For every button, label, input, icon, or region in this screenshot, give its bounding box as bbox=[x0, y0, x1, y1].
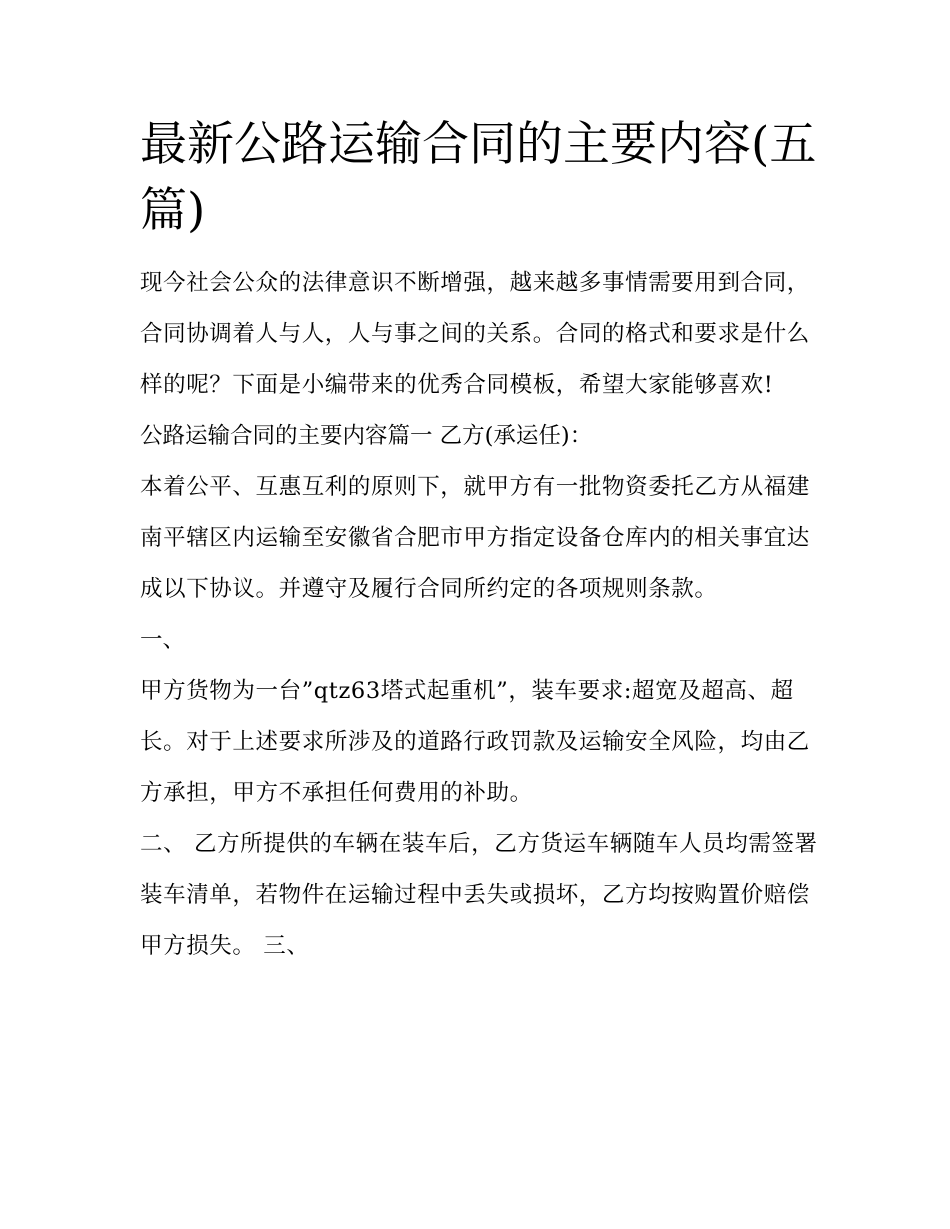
document-title: 最新公路运输合同的主要内容(五篇) bbox=[140, 117, 817, 238]
agreement-paragraph: 本着公平、互惠互利的原则下，就甲方有一批物资委托乙方从福建南平辖区内运输至安徽省合肥市甲方指定设备仓库内的相关事宜达成以下协议。并遵守及履行合同所约定的各项规则条款。 bbox=[140, 474, 810, 602]
clause-one-heading: 一、 bbox=[140, 627, 186, 653]
clause-two-paragraph: 二、 乙方所提供的车辆在装车后，乙方货运车辆随车人员均需签署装车清单，若物件在运输过程中丢失或损坏，乙方均按购置价赔偿甲方损失。 三、 bbox=[140, 831, 818, 959]
document-body bbox=[140, 112, 820, 972]
clause-one-paragraph: 甲方货物为一台”qtz63塔式起重机”，装车要求:超宽及超高、超长。对于上述要求所涉及的道路行政罚款及运输安全风险，均由乙方承担，甲方不承担任何费用的补助。 bbox=[140, 678, 810, 806]
section-heading: 公路运输合同的主要内容篇一 乙方(承运任)： bbox=[140, 423, 593, 449]
intro-paragraph: 现今社会公众的法律意识不断增强，越来越多事情需要用到合同，合同协调着人与人，人与事之间的关系。合同的格式和要求是什么样的呢？下面是小编带来的优秀合同模板，希望大家能够喜欢! bbox=[140, 270, 810, 398]
